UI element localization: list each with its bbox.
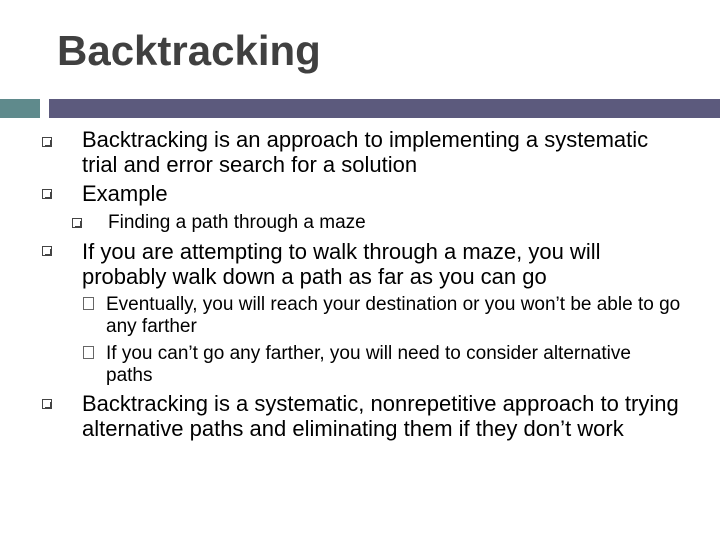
- sub-bullet-item: Eventually, you will reach your destination or you won’t be able to go any farther: [106, 294, 681, 337]
- title-underline-accent: [0, 99, 40, 118]
- missing-glyph-icon: [83, 346, 94, 359]
- sub-bullet-checkbox-icon: [72, 218, 82, 228]
- bullet-checkbox-icon: [42, 189, 52, 199]
- bullet-checkbox-icon: [42, 137, 52, 147]
- bullet-item-2: Example: [82, 181, 168, 206]
- bullet-text: Backtracking is an approach to implementing a systematic: [82, 127, 649, 152]
- sub-bullet-item: Finding a path through a maze: [108, 212, 366, 233]
- bullet-emphasis-error: error: [166, 151, 213, 177]
- missing-glyph-icon: [83, 297, 94, 310]
- bullet-item-4: Backtracking is a systematic, nonrepetitive approach to trying alternative paths and eliminating them if they don’t work: [82, 391, 679, 441]
- bullet-item-1: [82, 128, 682, 177]
- bullet-text: and: [117, 151, 167, 177]
- bullet-text: search for a solution: [212, 151, 418, 177]
- bullet-emphasis-trial: trial: [82, 151, 118, 177]
- slide-title: Backtracking: [57, 27, 321, 74]
- sub-bullet-item: If you can’t go any farther, you will need to consider alternative paths: [106, 343, 631, 386]
- title-underline-bar: [49, 99, 720, 118]
- bullet-checkbox-icon: [42, 399, 52, 409]
- bullet-checkbox-icon: [42, 246, 52, 256]
- bullet-item-3: If you are attempting to walk through a maze, you will probably walk down a path as far as you can go: [82, 239, 601, 289]
